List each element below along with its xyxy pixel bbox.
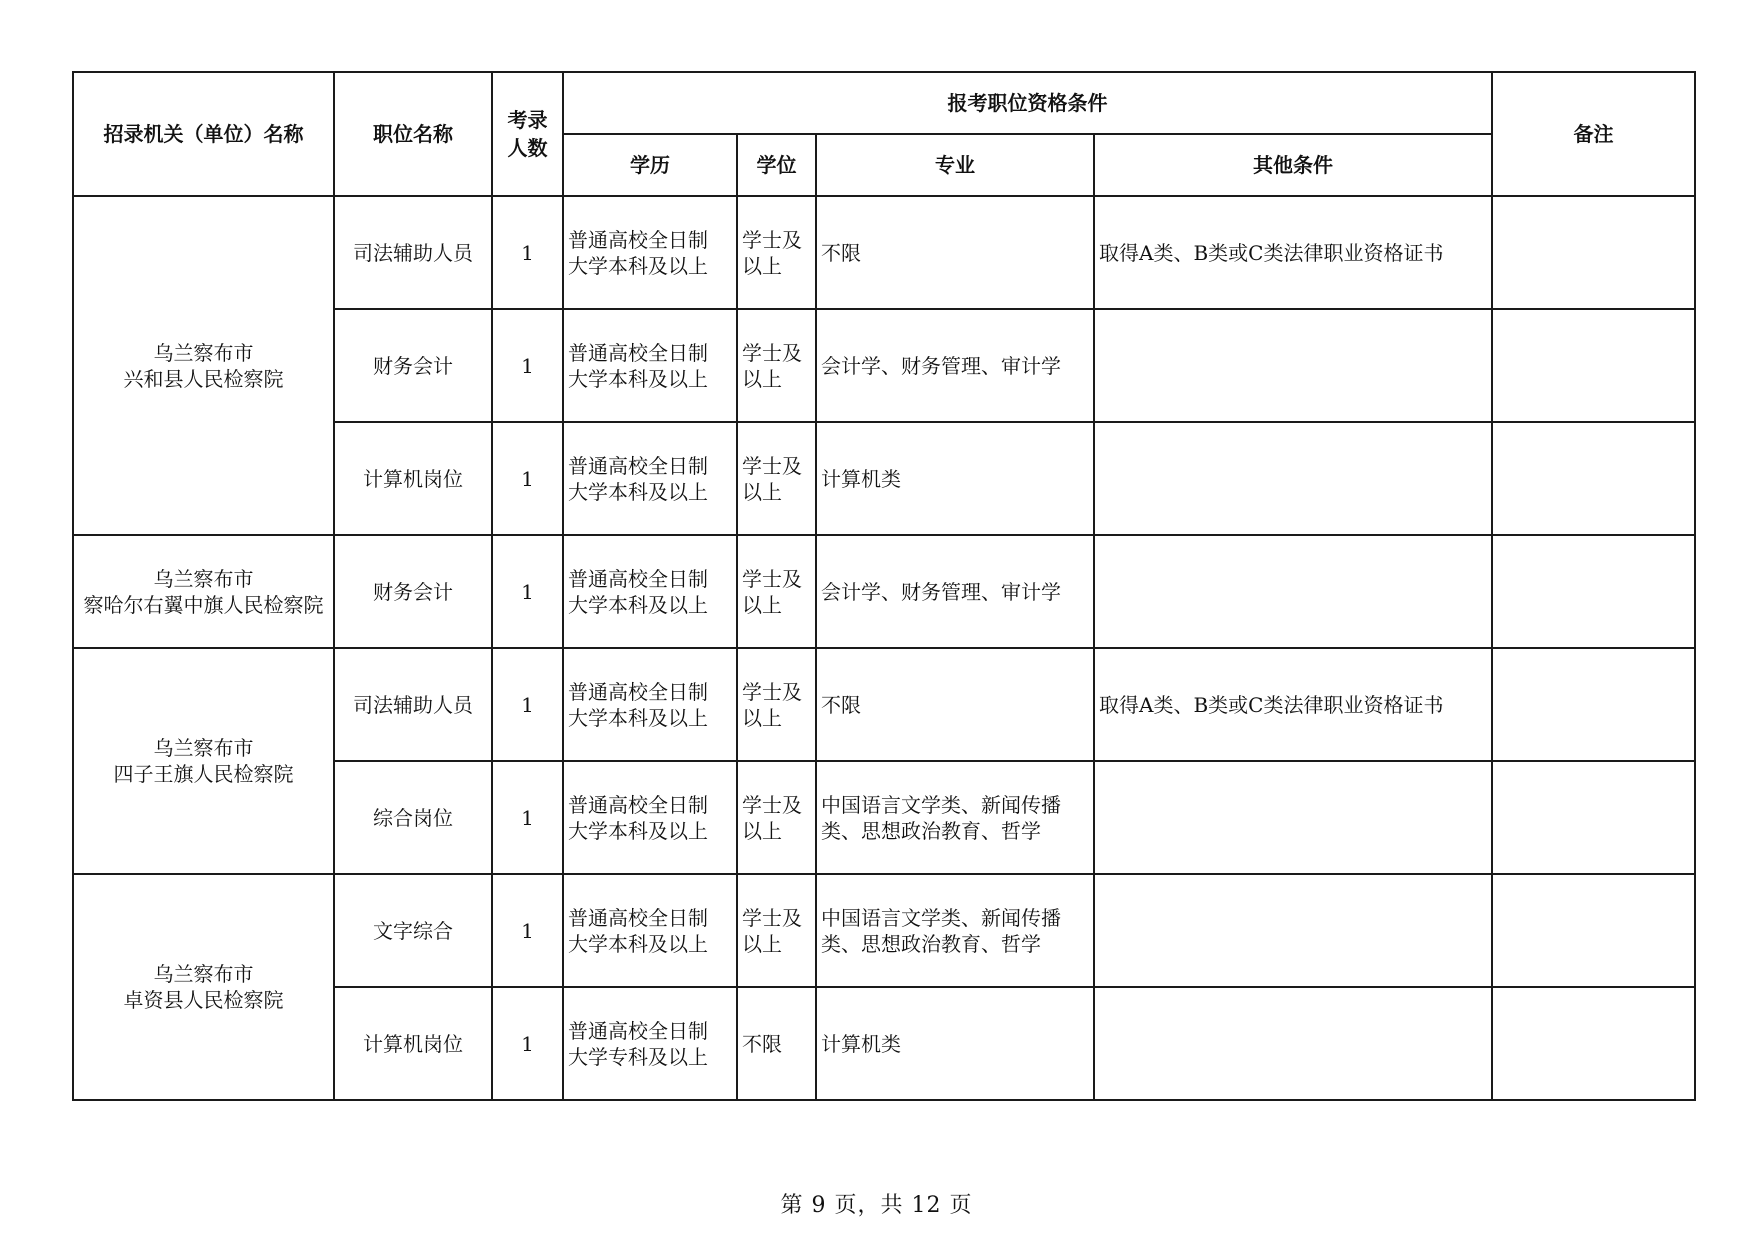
major-line: 不限 (821, 692, 861, 717)
education-line: 普通高校全日制 (568, 227, 708, 252)
remarks-cell (1492, 761, 1695, 874)
major-cell (816, 196, 1094, 309)
education-line: 普通高校全日制 (568, 1018, 708, 1043)
remarks-cell (1492, 648, 1695, 761)
degree-cell (737, 761, 816, 874)
degree-cell (737, 422, 816, 535)
position-cell: 财务会计 (334, 309, 492, 422)
position-cell: 计算机岗位 (334, 987, 492, 1100)
header-qualifications: 报考职位资格条件 (563, 72, 1492, 134)
remarks-cell (1492, 309, 1695, 422)
education-cell (563, 874, 737, 987)
unit-name-cell (73, 535, 334, 648)
education-cell (563, 535, 737, 648)
other-conditions-cell (1094, 987, 1492, 1100)
remarks-cell (1492, 196, 1695, 309)
education-line: 普通高校全日制 (568, 453, 708, 478)
table-row (73, 648, 1695, 761)
degree-line: 以上 (742, 253, 782, 278)
header-count (492, 72, 563, 196)
degree-line: 学士及 (742, 453, 802, 478)
major-line: 类、思想政治教育、哲学 (821, 818, 1041, 843)
count-cell: 1 (492, 987, 563, 1100)
unit-name-line: 四子王旗人民检察院 (113, 762, 294, 786)
education-line: 大学本科及以上 (568, 592, 708, 617)
table-row (73, 535, 1695, 648)
unit-name-line: 卓资县人民检察院 (123, 988, 284, 1012)
unit-name-line: 乌兰察布市 (153, 566, 254, 591)
header-education: 学历 (563, 134, 737, 196)
position-cell: 计算机岗位 (334, 422, 492, 535)
education-line: 普通高校全日制 (568, 679, 708, 704)
degree-line: 以上 (742, 479, 782, 504)
major-line: 会计学、财务管理、审计学 (821, 353, 1061, 378)
table-row (73, 196, 1695, 309)
major-cell (816, 761, 1094, 874)
header-degree: 学位 (737, 134, 816, 196)
unit-name-cell (73, 648, 334, 874)
degree-cell (737, 196, 816, 309)
header-remarks: 备注 (1492, 72, 1695, 196)
education-line: 大学专科及以上 (568, 1044, 708, 1069)
degree-line: 以上 (742, 592, 782, 617)
education-line: 大学本科及以上 (568, 253, 708, 278)
degree-cell (737, 987, 816, 1100)
education-line: 大学本科及以上 (568, 366, 708, 391)
other-conditions-cell: 取得A类、B类或C类法律职业资格证书 (1094, 648, 1492, 761)
unit-name-line: 乌兰察布市 (153, 340, 254, 365)
major-line: 中国语言文学类、新闻传播 (821, 792, 1061, 817)
remarks-cell (1492, 422, 1695, 535)
unit-name-line: 乌兰察布市 (153, 962, 254, 986)
recruitment-table (72, 71, 1696, 1101)
remarks-cell (1492, 535, 1695, 648)
major-cell (816, 309, 1094, 422)
table-row (73, 874, 1695, 987)
header-unit: 招录机关（单位）名称 (73, 72, 334, 196)
education-line: 大学本科及以上 (568, 479, 708, 504)
count-cell: 1 (492, 761, 563, 874)
major-line: 会计学、财务管理、审计学 (821, 579, 1061, 604)
degree-line: 学士及 (742, 905, 802, 930)
major-line: 类、思想政治教育、哲学 (821, 931, 1041, 956)
other-conditions-cell (1094, 874, 1492, 987)
count-cell: 1 (492, 535, 563, 648)
degree-line: 以上 (742, 366, 782, 391)
education-line: 普通高校全日制 (568, 566, 708, 591)
major-cell (816, 874, 1094, 987)
education-line: 普通高校全日制 (568, 792, 708, 817)
education-cell (563, 648, 737, 761)
count-cell: 1 (492, 874, 563, 987)
position-cell: 文字综合 (334, 874, 492, 987)
header-position: 职位名称 (334, 72, 492, 196)
position-cell: 财务会计 (334, 535, 492, 648)
header-other: 其他条件 (1094, 134, 1492, 196)
degree-cell (737, 309, 816, 422)
degree-line: 以上 (742, 705, 782, 730)
other-conditions-cell (1094, 761, 1492, 874)
degree-line: 以上 (742, 931, 782, 956)
degree-cell (737, 648, 816, 761)
other-conditions-cell (1094, 535, 1492, 648)
education-line: 普通高校全日制 (568, 905, 708, 930)
degree-line: 学士及 (742, 792, 802, 817)
degree-cell (737, 874, 816, 987)
position-cell: 综合岗位 (334, 761, 492, 874)
major-cell (816, 535, 1094, 648)
education-line: 普通高校全日制 (568, 340, 708, 365)
degree-line: 学士及 (742, 340, 802, 365)
major-cell (816, 987, 1094, 1100)
count-cell: 1 (492, 648, 563, 761)
major-line: 计算机类 (821, 1031, 901, 1056)
major-cell (816, 648, 1094, 761)
education-cell (563, 987, 737, 1100)
page-footer: 第 9 页，共 12 页 (780, 1193, 973, 1218)
other-conditions-cell: 取得A类、B类或C类法律职业资格证书 (1094, 196, 1492, 309)
remarks-cell (1492, 874, 1695, 987)
table-body (73, 196, 1695, 1100)
major-line: 不限 (821, 240, 861, 265)
education-cell (563, 422, 737, 535)
major-line: 中国语言文学类、新闻传播 (821, 905, 1061, 930)
education-cell (563, 761, 737, 874)
remarks-cell (1492, 987, 1695, 1100)
count-cell: 1 (492, 422, 563, 535)
unit-name-cell (73, 196, 334, 535)
degree-line: 学士及 (742, 227, 802, 252)
other-conditions-cell (1094, 422, 1492, 535)
other-conditions-cell (1094, 309, 1492, 422)
count-cell: 1 (492, 196, 563, 309)
major-line: 计算机类 (821, 466, 901, 491)
education-line: 大学本科及以上 (568, 818, 708, 843)
header-count-text: 考录人数 (507, 108, 548, 160)
degree-line: 学士及 (742, 566, 802, 591)
degree-line: 以上 (742, 818, 782, 843)
count-cell: 1 (492, 309, 563, 422)
education-cell (563, 309, 737, 422)
education-line: 大学本科及以上 (568, 705, 708, 730)
education-line: 大学本科及以上 (568, 931, 708, 956)
education-cell (563, 196, 737, 309)
position-cell: 司法辅助人员 (334, 196, 492, 309)
major-cell (816, 422, 1094, 535)
unit-name-line: 乌兰察布市 (153, 736, 254, 760)
position-cell: 司法辅助人员 (334, 648, 492, 761)
degree-cell (737, 535, 816, 648)
degree-line: 学士及 (742, 679, 802, 704)
degree-line: 不限 (742, 1031, 782, 1056)
unit-name-cell (73, 874, 334, 1100)
header-major: 专业 (816, 134, 1094, 196)
unit-name-line: 兴和县人民检察院 (123, 366, 284, 391)
unit-name-line: 察哈尔右翼中旗人民检察院 (83, 592, 324, 617)
